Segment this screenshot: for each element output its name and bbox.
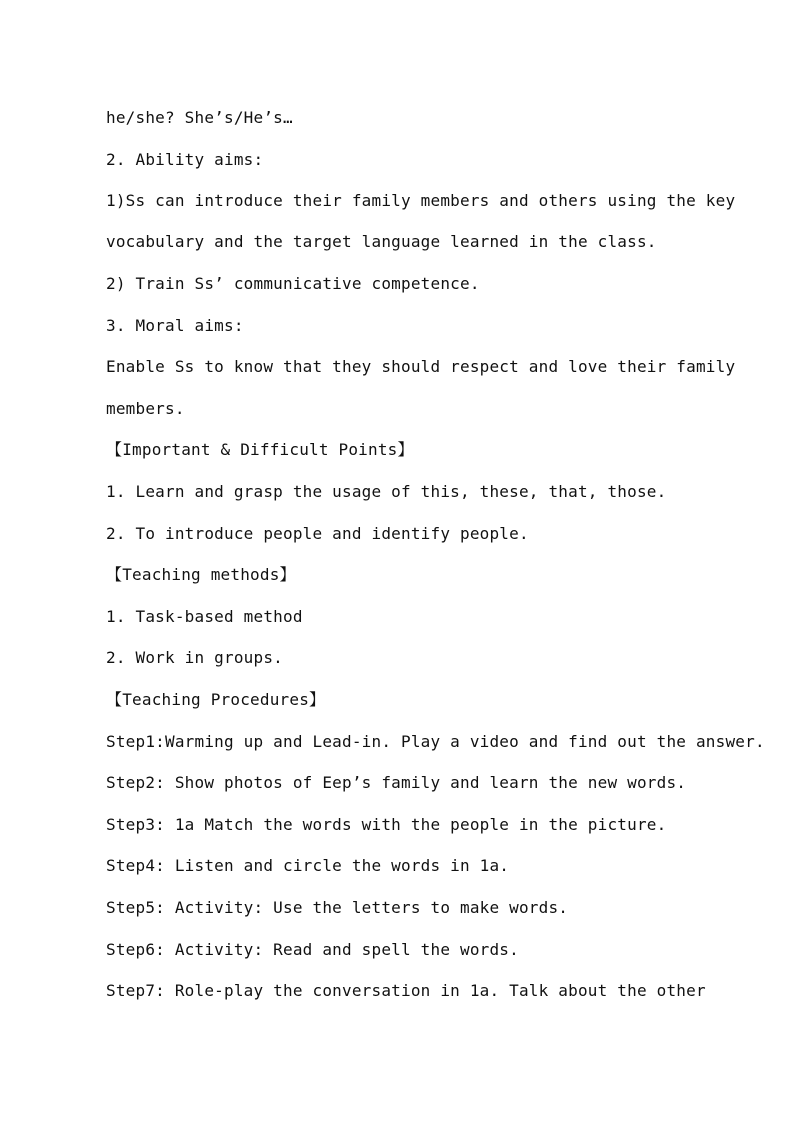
section-heading: 【Important & Difficult Points】 [106,440,414,459]
list-item: 2. To introduce people and identify people. [106,524,529,543]
list-item: 1. Learn and grasp the usage of this, these, that, those. [106,482,667,501]
text-line: members. [106,399,185,418]
section-heading: 【Teaching methods】 [106,565,296,584]
list-item: 1. Task-based method [106,607,303,626]
section-heading: 2. Ability aims: [106,150,264,169]
step-item: Step2: Show photos of Eep’s family and learn the new words. [106,773,687,792]
text-line: Enable Ss to know that they should respect and love their family [106,357,736,376]
list-item: 2. Work in groups. [106,648,283,667]
text-line: vocabulary and the target language learned in the class. [106,232,657,251]
text-line: 2) Train Ss’ communicative competence. [106,274,480,293]
step-item: Step3: 1a Match the words with the people in the picture. [106,815,667,834]
step-item: Step5: Activity: Use the letters to make words. [106,898,569,917]
text-line: he/she? She’s/He’s… [106,108,293,127]
step-item: Step4: Listen and circle the words in 1a. [106,856,510,875]
text-line: 1)Ss can introduce their family members and others using the key [106,191,736,210]
step-item: Step1:Warming up and Lead-in. Play a video and find out the answer. [106,732,765,751]
step-item: Step6: Activity: Read and spell the words. [106,940,519,959]
section-heading: 【Teaching Procedures】 [106,690,326,709]
section-heading: 3. Moral aims: [106,316,244,335]
step-item: Step7: Role-play the conversation in 1a. Talk about the other [106,981,706,1000]
